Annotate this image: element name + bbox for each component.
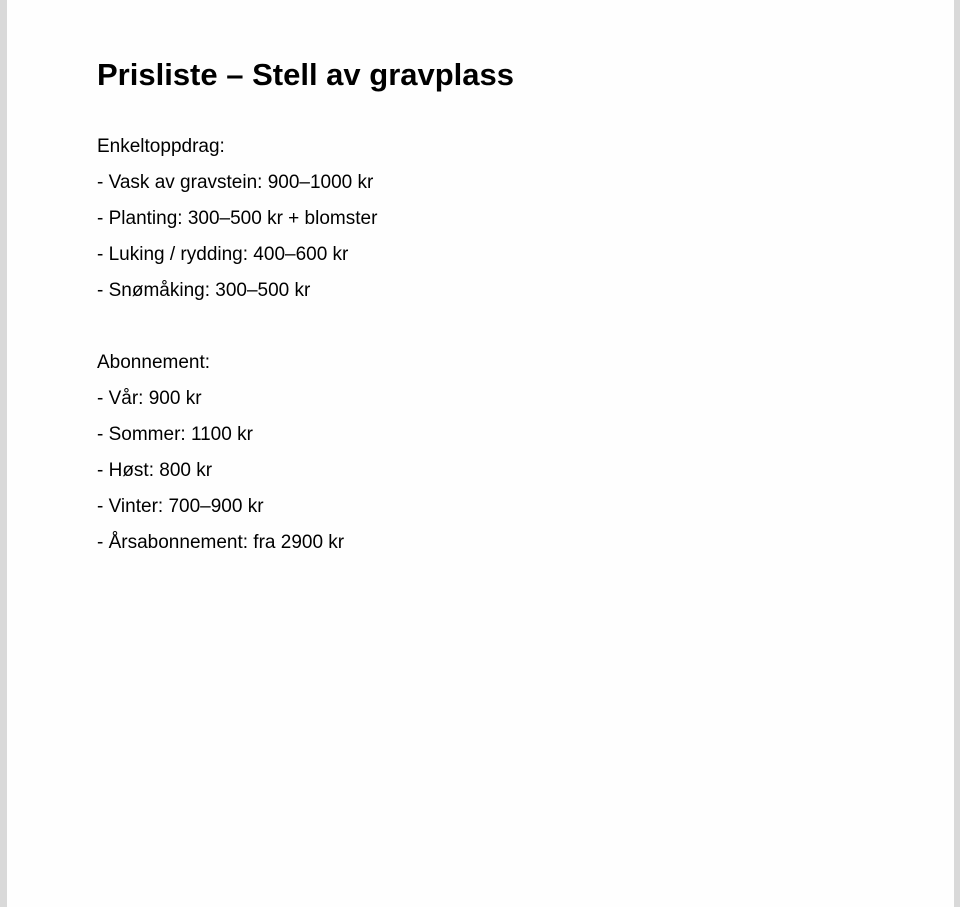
page-title: Prisliste – Stell av gravplass bbox=[97, 57, 515, 92]
section-enkeltoppdrag bbox=[97, 129, 377, 309]
price-item: - Luking / rydding: 400–600 kr bbox=[97, 244, 349, 265]
section-abonnement bbox=[97, 345, 344, 561]
section-heading: Abonnement: bbox=[97, 352, 211, 373]
price-item: - Sommer: 1100 kr bbox=[97, 424, 253, 445]
section-heading: Enkeltoppdrag: bbox=[97, 136, 225, 157]
price-item: - Høst: 800 kr bbox=[97, 460, 213, 481]
price-item: - Vår: 900 kr bbox=[97, 388, 202, 409]
price-item: - Årsabonnement: fra 2900 kr bbox=[97, 532, 345, 553]
price-item: - Planting: 300–500 kr + blomster bbox=[97, 208, 378, 229]
price-item: - Vinter: 700–900 kr bbox=[97, 496, 264, 517]
price-item: - Vask av gravstein: 900–1000 kr bbox=[97, 172, 374, 193]
document-page bbox=[7, 0, 954, 907]
price-item: - Snømåking: 300–500 kr bbox=[97, 280, 311, 301]
